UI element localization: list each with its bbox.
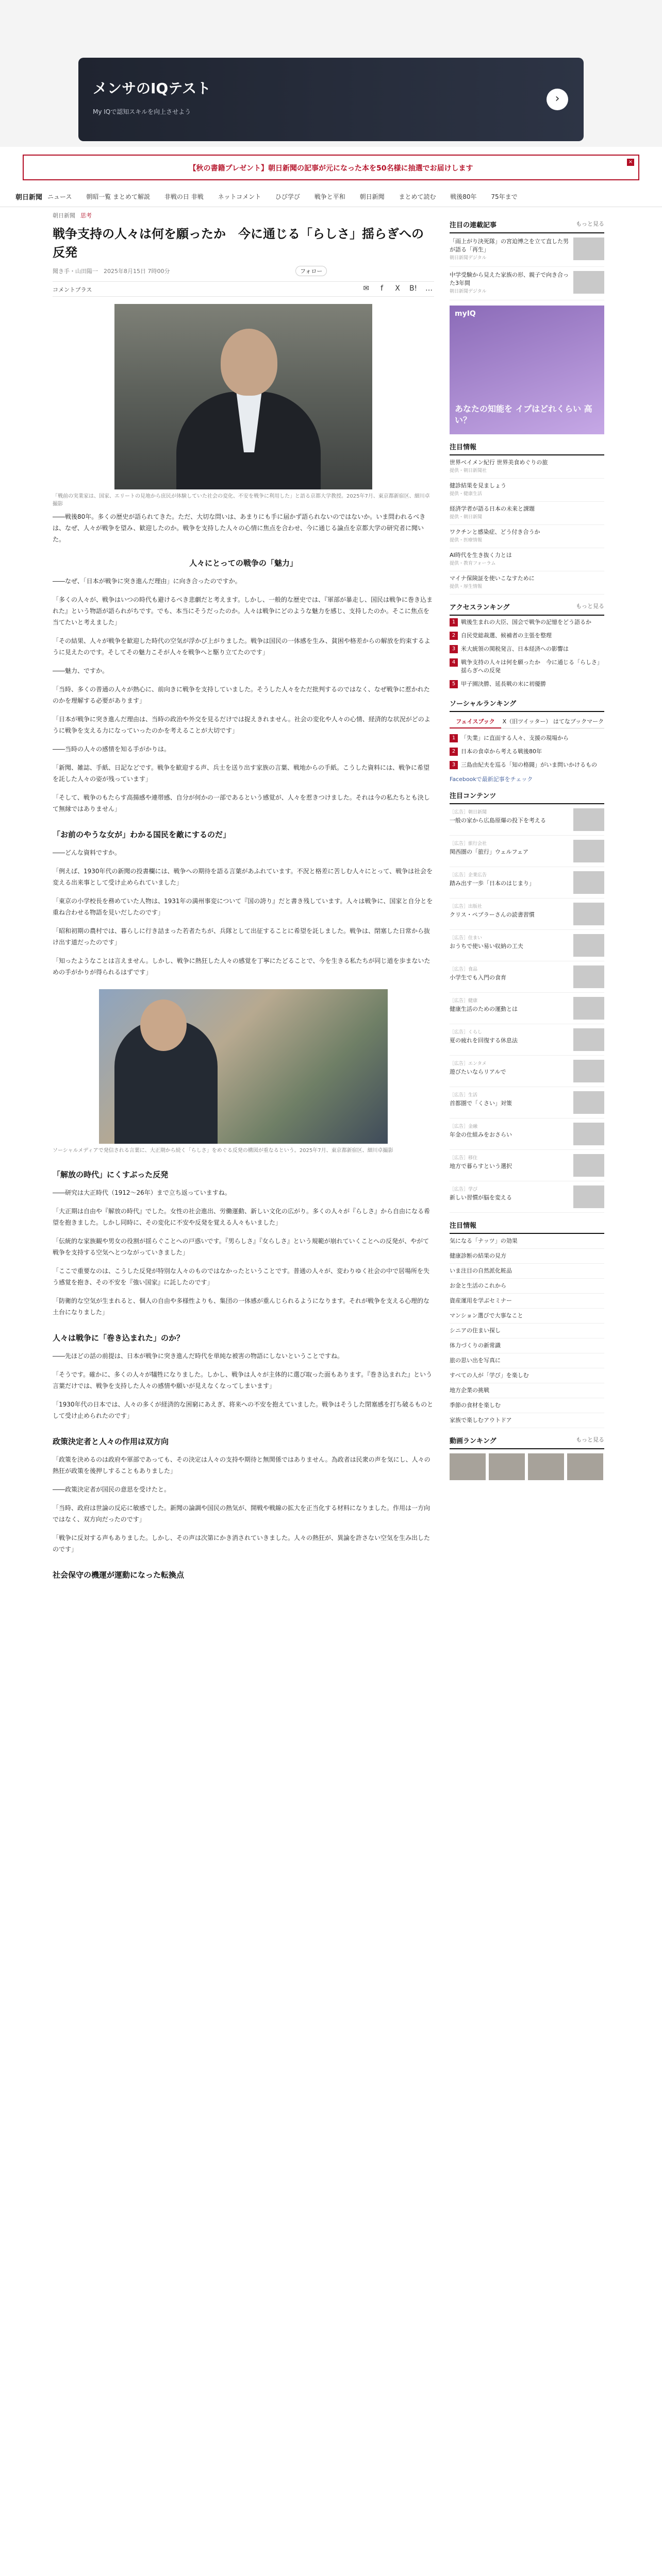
- sidebar-heading: [450, 442, 604, 455]
- paragraph: ――研究は大正時代（1912〜26年）まで立ち返っていますね。: [53, 1189, 231, 1196]
- paragraph: 「当時、政府は世論の反応に敏感でした。新聞の論調や国民の熱気が、開戦や戦線の拡大を正当化する材料になりました。作用は一方向ではなく、双方向だったのです」: [53, 1504, 431, 1523]
- content-item-source: ［広告］学び: [450, 1187, 478, 1192]
- content-item-title: 関西圏の「旅行」ウェルフェア: [450, 849, 529, 855]
- nav-item[interactable]: 非戦の日 非戦: [164, 193, 204, 200]
- rank-number: 1: [450, 618, 458, 626]
- list-item[interactable]: 体力づくりの新常識: [450, 1338, 604, 1353]
- list-item[interactable]: すべての人が「学び」を楽しむ: [450, 1368, 604, 1383]
- list-item-source: 提供・厚生情報: [450, 584, 483, 589]
- facebook-follow-link[interactable]: Facebookで最新記事をチェック: [450, 776, 533, 783]
- content-item-source: ［広告］出版社: [450, 904, 483, 909]
- thumbnail: [573, 997, 604, 1020]
- ranking-item[interactable]: [450, 616, 604, 629]
- list-item[interactable]: [450, 267, 604, 300]
- share-bar: [53, 281, 434, 297]
- list-item-text: [450, 271, 569, 296]
- top-ad-arrow-icon[interactable]: ›: [547, 89, 568, 110]
- content-item-source: ［広告］食品: [450, 967, 478, 972]
- paragraph: 「その結果、人々が戦争を歓迎した時代の空気が浮かび上がりました。戦争は国民の一体感を生み、貧困や格差からの解放を約束するように見えたのです。そしてその魅力こそが人々を戦争へと駆り立てたのです」: [53, 637, 431, 656]
- hatena-icon[interactable]: B!: [409, 284, 418, 293]
- content-item[interactable]: [450, 1087, 604, 1118]
- paragraph: 「伝統的な家族観や男女の役割が揺らぐことへの戸惑いです。『男らしさ』『女らしさ』という規範が崩れていくことへの反発が、やがて戦争を支持する空気へとつながっていきました」: [53, 1238, 429, 1256]
- content-item-title: 新しい習慣が脳を変える: [450, 1194, 512, 1201]
- ranking-title: 戦争支持の人々は何を願ったか 今に通じる「らしさ」揺らぎへの反発: [461, 659, 603, 674]
- nav-item[interactable]: ニュース: [47, 193, 72, 200]
- paragraph: ――先ほどの話の前提は、日本が戦争に突き進んだ時代を単純な被害の物語にしないということですね。: [53, 1352, 344, 1360]
- more-link[interactable]: もっと見る: [576, 1436, 604, 1443]
- sidebar-heading: [450, 1220, 604, 1234]
- article-lede: ――戦後80年。多くの歴史が語られてきた。ただ、大切な問いは、あまりにも手に届かず語られないのではないか。いま問われるべきは、なぜ、人々が戦争を望み、歓迎したのか。戦争を支持した人々の心情に焦点を合わせ、今に通じる論点を京都大学の研究者に聞いた。: [53, 513, 426, 543]
- content-item-title: 年金の仕組みをおさらい: [450, 1131, 512, 1138]
- sidebar-heading: [450, 698, 604, 712]
- paragraph: ――政策決定者が国民の意思を受けたと。: [53, 1486, 171, 1493]
- content-item-title: クリス・ペプラーさんの読書習慣: [450, 911, 535, 918]
- thumbnail: [573, 1060, 604, 1082]
- list-item-source: 朝日新聞デジタル: [450, 256, 487, 261]
- sidebar-heading-label: アクセスランキング: [450, 604, 510, 612]
- content-item[interactable]: [450, 1056, 604, 1087]
- video-thumbnail[interactable]: [567, 1453, 603, 1480]
- paragraph: ――どんな資料ですか。: [53, 849, 121, 856]
- sidebar: [450, 212, 604, 1480]
- content-item-source: ［広告］エンタメ: [450, 1061, 487, 1066]
- ranking-item[interactable]: [450, 745, 604, 758]
- comment-plus-link[interactable]: コメントプラス: [53, 286, 92, 293]
- ranking-item[interactable]: [450, 677, 604, 691]
- content-item[interactable]: [450, 899, 604, 930]
- content-item-title: 首都圏で「くさい」対策: [450, 1100, 512, 1107]
- content-item-source: ［広告］くらし: [450, 1030, 483, 1035]
- sidebar-heading-label: ソーシャルランキング: [450, 700, 517, 708]
- ad-brand: myIQ: [455, 310, 476, 318]
- paragraph: 「大正期は自由や『解放の時代』でした。女性の社会進出、労働運動、新しい文化の広がり。多くの人々が『らしさ』から自由になる希望を抱きました。しかし同時に、その変化に不安や反発を覚える人々もいました」: [53, 1208, 431, 1226]
- paragraph: 「多くの人々が、戦争はいつの時代も避けるべき悲劇だと考えます。しかし、一般的な歴史では、『軍部が暴走し、国民は戦争に巻き込まれた』という物語が語られがちです。でも、本当にそうだったのか。人々は戦争にどのような魅力を感じ、支持したのか。そこに焦点を当てたいと考えました」: [53, 596, 433, 626]
- content-item-text: [450, 1123, 569, 1145]
- author: 聞き手・山田陽一: [53, 268, 98, 275]
- content-item-text: [450, 965, 569, 988]
- rank-number: 2: [450, 748, 458, 756]
- content-item-text: [450, 1154, 569, 1177]
- ranking-item[interactable]: [450, 758, 604, 772]
- list-item[interactable]: [450, 455, 604, 479]
- thumbnail: [573, 271, 604, 294]
- thumbnail: [573, 965, 604, 988]
- rank-number: 3: [450, 761, 458, 769]
- video-thumbnail[interactable]: [450, 1453, 486, 1480]
- section-title: 社会保守の機運が運動になった転換点: [53, 1570, 185, 1580]
- content-item-source: ［広告］住まい: [450, 936, 483, 941]
- paragraph: 「東京の小学校長を務めていた人物は、1931年の満州事変について『国の誇り』だと書き残しています。人々は戦争に、国家と自分とを重ね合わせる物語を見いだしたのです」: [53, 897, 433, 916]
- tab-x[interactable]: X（旧ツイッター）: [501, 715, 553, 728]
- content-item-title: 一般の家から広島原爆の投下を考える: [450, 817, 546, 824]
- content-item[interactable]: [450, 961, 604, 993]
- content-item[interactable]: [450, 867, 604, 899]
- content-item-source: ［広告］旅行会社: [450, 841, 487, 846]
- main-photo: [114, 304, 372, 489]
- ranking-title: 米大統領の関税発言、日本経済への影響は: [461, 646, 569, 652]
- thumbnail: [573, 934, 604, 957]
- list-item-title: ワクチンと感染症、どう付き合うか: [450, 529, 540, 535]
- paragraph: 「日本が戦争に突き進んだ理由は、当時の政治や外交を見るだけでは捉えきれません。社会の変化や人々の心情、経済的な状況がどのように戦争を支える力になっていったのかを考えることが大切です」: [53, 716, 431, 734]
- site-logo[interactable]: 朝日新聞: [15, 194, 43, 201]
- thumbnail: [573, 840, 604, 862]
- content-item-title: 遊びたいならリアルで: [450, 1069, 506, 1075]
- list-item[interactable]: 地方企業の挑戦: [450, 1383, 604, 1398]
- sidebar-heading-label: 動画ランキング: [450, 1437, 496, 1445]
- list-item[interactable]: [450, 525, 604, 548]
- list-item-source: 提供・教育フォーラム: [450, 561, 496, 566]
- list-item-source: 提供・医療情報: [450, 538, 483, 543]
- list-item-title: 健診結果を見ましょう: [450, 482, 506, 489]
- gift-banner[interactable]: [23, 155, 639, 180]
- rank-number: 2: [450, 632, 458, 640]
- photo-figure-face: [140, 999, 187, 1051]
- photo-caption: ソーシャルメディアで発信される言葉に、大正期から続く「らしさ」をめぐる反発の構図が重なるという。2025年7月、東京都新宿区、細川卓撮影: [53, 1148, 393, 1154]
- social-tabs: [450, 715, 604, 728]
- thumbnail: [573, 1123, 604, 1145]
- content-item[interactable]: [450, 930, 604, 961]
- section-title: 政策決定者と人々の作用は双方向: [53, 1437, 169, 1446]
- more-link[interactable]: もっと見る: [576, 221, 604, 227]
- sidebar-heading: [450, 219, 604, 233]
- content-item-title: 小学生でも入門の食育: [450, 974, 506, 981]
- list-item[interactable]: [450, 571, 604, 595]
- content-item-source: ［広告］朝日新聞: [450, 810, 487, 815]
- thumbnail: [573, 1185, 604, 1208]
- ranking-title: 三島由紀夫を巡る「知の格闘」がいま問いかけるもの: [461, 761, 597, 768]
- nav-item[interactable]: 戦後80年: [450, 193, 477, 200]
- list-item[interactable]: 旅の思い出を写真に: [450, 1353, 604, 1368]
- nav-item[interactable]: ネットコメント: [218, 193, 261, 200]
- thumbnail: [573, 871, 604, 894]
- list-item[interactable]: 季節の食材を楽しむ: [450, 1398, 604, 1413]
- section-title: 「お前のやうな女が」わかる国民を敵にするのだ」: [53, 830, 231, 839]
- sidebar-heading: [450, 1435, 604, 1449]
- content-item-source: ［広告］健康: [450, 998, 478, 1004]
- content-item[interactable]: [450, 1118, 604, 1150]
- content-item-text: [450, 808, 569, 831]
- thumbnail: [573, 1091, 604, 1114]
- nav-item[interactable]: 朝昭一覧 まとめて解説: [86, 193, 151, 200]
- gift-banner-text: 【秋の書籍プレゼント】朝日新聞の記事が元になった本を50名様に抽選でお届けします: [189, 164, 473, 173]
- content-item-source: ［広告］移住: [450, 1156, 478, 1161]
- paragraph: 「昭和初期の農村では、暮らしに行き詰まった若者たちが、兵隊として出征することに希望を託しました。戦争は、閉塞した日常から抜け出す道だったのです」: [53, 927, 431, 946]
- nav-item[interactable]: 朝日新聞: [359, 193, 385, 200]
- facebook-icon[interactable]: f: [380, 284, 384, 293]
- paragraph: ――なぜ、「日本が戦争に突き進んだ理由」に向き合ったのですか。: [53, 578, 241, 585]
- top-ad-subtitle: My IQで認知スキルを向上させよう: [93, 108, 191, 115]
- section-title: 人々にとっての戦争の「魅力」: [189, 558, 297, 568]
- sidebar-heading-label: 注目情報: [450, 444, 477, 451]
- content-item-text: [450, 840, 569, 862]
- list-item[interactable]: 資産運用を学ぶセミナー: [450, 1294, 604, 1309]
- rank-number: 3: [450, 645, 458, 653]
- list-item-title: 「雨上がり決死隊」の宮迫博之を立て直した男が語る「再生」: [450, 238, 569, 253]
- content-item[interactable]: [450, 836, 604, 867]
- paragraph: 「当時、多くの普通の人々が熱心に、前向きに戦争を支持していました。そうした人々をただ批判するのではなく、なぜ戦争に惹かれたのかを理解する必要があります」: [53, 686, 430, 704]
- more-link[interactable]: もっと見る: [576, 603, 604, 609]
- list-item-text: [450, 238, 569, 262]
- ranking-title: 甲子園決勝、延長戦の末に初優勝: [461, 681, 546, 687]
- content-item-text: [450, 1028, 569, 1051]
- article-headline: 戦争支持の人々は何を願ったか 今に通じる「らしさ」揺らぎへの反発: [53, 227, 424, 260]
- global-nav: [0, 185, 662, 207]
- more-icon[interactable]: …: [425, 284, 433, 293]
- section-title: 「解放の時代」にくすぶった反発: [53, 1170, 169, 1179]
- video-thumbnail[interactable]: [489, 1453, 525, 1480]
- nav-item[interactable]: まとめて読む: [399, 193, 436, 200]
- sidebar-heading: [450, 790, 604, 804]
- tab-hatena[interactable]: はてなブックマーク: [553, 715, 604, 728]
- content-item[interactable]: [450, 1181, 604, 1213]
- sidebar-ad[interactable]: [450, 306, 604, 434]
- ranking-item[interactable]: [450, 642, 604, 656]
- content-item-text: [450, 1091, 569, 1114]
- nav-item[interactable]: 75年まで: [491, 193, 518, 200]
- sidebar-heading: [450, 602, 604, 616]
- photo-caption: 「戦前の実業家は、国家、エリートの見地から庶民が体験していた社会の変化、不安を戦争に利用した」と語る京都大学教授。2025年7月、東京都新宿区、細川卓撮影: [53, 494, 430, 507]
- content-item-source: ［広告］金融: [450, 1124, 478, 1129]
- list-item-source: 朝日新聞デジタル: [450, 289, 487, 294]
- section-title: 人々は戦争に「巻き込まれた」のか？: [53, 1333, 185, 1343]
- list-item[interactable]: [450, 233, 604, 267]
- sidebar-heading-label: 注目コンテンツ: [450, 792, 496, 800]
- paragraph: ――魅力、ですか。: [53, 667, 109, 674]
- category-tag[interactable]: 思考: [80, 212, 92, 219]
- mail-icon[interactable]: ✉: [363, 284, 370, 293]
- ranking-title: 戦後生まれの大臣、国会で戦争の記憶をどう語るか: [461, 619, 591, 625]
- nav-item[interactable]: ひび学び: [275, 193, 300, 200]
- content-item-source: ［広告］企業広告: [450, 873, 487, 878]
- byline: [53, 266, 434, 276]
- list-item[interactable]: いま注目の自然派化粧品: [450, 1264, 604, 1279]
- paragraph: 「そして、戦争のもたらす高揚感や連帯感、自分が何かの一部であるという感覚が、人々を惹きつけました。それは今の私たちとも決して無縁ではありません」: [53, 794, 430, 812]
- list-item[interactable]: [450, 479, 604, 502]
- paragraph: 「戦争に反対する声もありました。しかし、その声は次第にかき消されていきました。人々の熱狂が、異論を許さない空気を生み出したのです」: [53, 1534, 431, 1553]
- top-ad-area: [0, 0, 662, 147]
- list-item-source: 提供・朝日新聞: [450, 515, 483, 520]
- nav-items: [47, 192, 657, 201]
- article-category: [53, 211, 434, 219]
- ranking-item[interactable]: [450, 629, 604, 642]
- list-item[interactable]: 気になる「ナッツ」の効果: [450, 1234, 604, 1249]
- content-item-text: [450, 871, 569, 894]
- video-thumbnail[interactable]: [528, 1453, 564, 1480]
- x-icon[interactable]: X: [395, 284, 400, 293]
- thumbnail: [573, 808, 604, 831]
- category-label[interactable]: 朝日新聞: [53, 212, 75, 219]
- share-icons: [358, 284, 434, 293]
- list-item[interactable]: お金と生活のこれから: [450, 1279, 604, 1294]
- ranking-item[interactable]: [450, 656, 604, 677]
- content-item-title: 地方で暮らすという選択: [450, 1163, 512, 1170]
- content-item-title: 健康生活のための運動とは: [450, 1006, 518, 1012]
- list-item-title: AI時代を生き抜く力とは: [450, 552, 512, 558]
- list-item[interactable]: 家族で楽しむアウトドア: [450, 1413, 604, 1428]
- second-photo: [99, 989, 388, 1144]
- ranking-item[interactable]: [450, 732, 604, 745]
- list-item-title: 経済学者が語る日本の未来と課題: [450, 505, 535, 512]
- content-item-source: ［広告］生活: [450, 1093, 478, 1098]
- content-item-text: [450, 934, 569, 957]
- paragraph: 「政策を決めるのは政府や軍部であっても、その決定は人々の支持や期待と無関係ではありません。為政者は民衆の声を気にし、人々の熱狂が政策を後押しすることもありました」: [53, 1456, 431, 1475]
- thumbnail: [573, 238, 604, 260]
- ranking-title: 日本の食卓から考える戦後80年: [461, 748, 542, 755]
- list-item[interactable]: [450, 502, 604, 525]
- article: [53, 211, 434, 1580]
- close-icon[interactable]: ×: [627, 159, 634, 166]
- paragraph: 「例えば、1930年代の新聞の投書欄には、戦争への期待を語る言葉があふれています。不況と格差に苦しむ人々にとって、戦争は社会を変える出来事として受け止められていました」: [53, 868, 433, 886]
- content-item-title: 夏の疲れを回復する休息法: [450, 1037, 518, 1044]
- content-item[interactable]: [450, 993, 604, 1024]
- content-item[interactable]: [450, 1024, 604, 1056]
- sidebar-heading-label: 注目の連載記事: [450, 222, 497, 229]
- list-item[interactable]: 健康診断の結果の見方: [450, 1249, 604, 1264]
- content-item-text: [450, 903, 569, 925]
- publish-date: 2025年8月15日 7時00分: [104, 268, 170, 275]
- thumbnail: [573, 903, 604, 925]
- content-item[interactable]: [450, 804, 604, 836]
- top-ad-title: メンサのIQテスト: [93, 80, 211, 97]
- paragraph: 「ここで重要なのは、こうした反発が特別な人々のものではなかったということです。普通の人々が、変わりゆく社会の中で居場所を失う感覚を抱き、その不安を『強い国家』に託したのです」: [53, 1267, 430, 1286]
- list-item[interactable]: シニアの住まい探し: [450, 1324, 604, 1338]
- list-item-title: 中学受験から見えた家族の形、親子で向き合った3年間: [450, 272, 569, 286]
- list-item-source: 提供・朝日新聞社: [450, 468, 487, 473]
- paragraph: 「1930年代の日本では、人々の多くが経済的な困窮にあえぎ、将来への不安を抱えていました。戦争はそうした閉塞感を打ち破るものとして受け止められたのです」: [53, 1401, 434, 1419]
- video-thumbnails: [450, 1453, 604, 1480]
- paragraph: 「そうです。確かに、多くの人々が犠牲になりました。しかし、戦争は人々が主体的に選び取った面もあります。『巻き込まれた』という言葉だけでは、戦争を支持した人々の感情や願いが見えなくなってしまいます」: [53, 1371, 433, 1389]
- rank-number: 5: [450, 680, 458, 688]
- thumbnail: [573, 1154, 604, 1177]
- content-item-text: [450, 1185, 569, 1208]
- list-item[interactable]: マンション選びで大事なこと: [450, 1309, 604, 1324]
- paragraph: ――当時の人々の感情を知る手がかりは。: [53, 745, 171, 753]
- paragraph: 「新聞、雑誌、手紙、日記などです。戦争を歓迎する声、兵士を送り出す家族の言葉、戦地からの手紙。こうした資料には、戦争に希望を託した人々の姿が残っています」: [53, 764, 430, 783]
- list-item-source: 提供・健康生活: [450, 492, 483, 497]
- paragraph: 「防衛的な空気が生まれると、個人の自由や多様性よりも、集団の一体感が重んじられるようになります。それが戦争を支える心理的な土台になりました」: [53, 1297, 430, 1316]
- content-item-text: [450, 1060, 569, 1082]
- list-item-title: マイナ保険証を使いこなすために: [450, 575, 535, 582]
- photo-figure-face: [221, 329, 277, 396]
- rank-number: 1: [450, 734, 458, 742]
- tab-facebook[interactable]: フェイスブック: [450, 715, 501, 728]
- ad-copy: あなたの知能を イプはどれくらい 高い？: [455, 404, 592, 425]
- nav-item[interactable]: 戦争と平和: [314, 193, 345, 200]
- ranking-title: 自民党総裁選、候補者の主張を整理: [461, 632, 552, 639]
- content-item[interactable]: [450, 1150, 604, 1181]
- ranking-title: 「失業」に直面する人々、支援の現場から: [461, 735, 569, 741]
- thumbnail: [573, 1028, 604, 1051]
- content-item-title: おうちで使い易い収納の工夫: [450, 943, 523, 950]
- list-item-title: 世界ベイメン紀行 世界美食めぐりの旅: [450, 459, 548, 466]
- rank-number: 4: [450, 658, 458, 667]
- follow-button[interactable]: フォロー: [295, 266, 327, 276]
- content-item-title: 踏み出す一歩「日本のはじまり」: [450, 880, 535, 887]
- paragraph: 「知ったようなことは言えません。しかし、戦争に熱狂した人々の感覚を丁寧にたどることで、今を生きる私たちが同じ道を歩まないための手がかりが得られるはずです」: [53, 957, 431, 976]
- list-item[interactable]: [450, 548, 604, 571]
- sidebar-heading-label: 注目情報: [450, 1222, 477, 1230]
- content-item-text: [450, 997, 569, 1020]
- top-ad-banner[interactable]: [78, 58, 584, 141]
